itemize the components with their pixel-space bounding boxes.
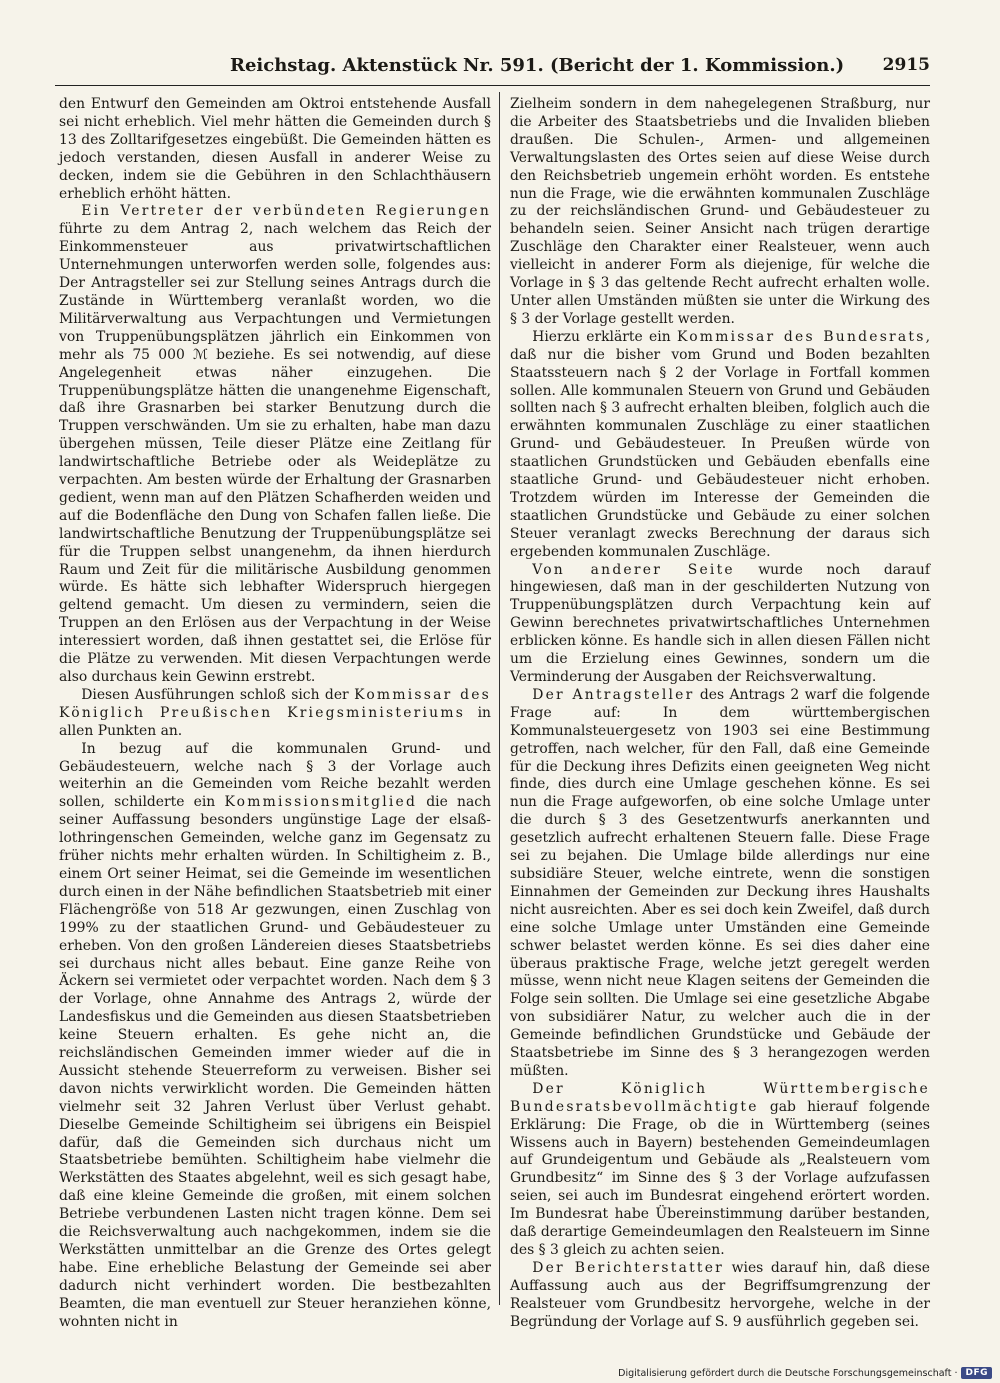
paragraph xyxy=(59,203,491,686)
paragraph-text: , daß nur die bisher vom Grund und Boden bezahlten Staatssteuern nach § 2 der Vorlage in Fortfall kommen sollen. Alle kommunalen Steuern von Grund und Gebäuden sollten nach § 3 aufrecht erhalten bleiben, folglich auch die erwähnten kommunalen Zuschläge zu einer staatlichen Grund- und Gebäudesteuer. In Preußen würde von staatlichen Grundstücken und Gebäuden ebenfalls eine staatliche Grund- und Gebäudesteuer nicht erhoben. Trotzdem würden im Interesse der Gemeinden die staatlichen Grundstücke und Gebäude zu einer solchen Steuer veranlagt zwecks Berechnung der daraus sich ergebenden kommunalen Zuschläge. xyxy=(510,328,930,560)
paragraph xyxy=(510,1260,930,1332)
spaced-emphasis: Der Antragsteller xyxy=(532,686,695,703)
column-divider xyxy=(499,92,500,1305)
paragraph-text: führte zu dem Antrag 2, nach welchem das Reich der Einkommensteuer aus privatwirtschaftlichen Unternehmungen unterworfen werden solle, folgendes aus: Der Antragsteller sei zur Stellung seines Antrags durch die Zustände in Württemberg veranlaßt worden, wo die Militärverwaltung aus Verpachtungen und Vermietungen von Truppenübungsplätzen jährlich ein Einkommen von mehr als 75 000 ℳ beziehe. Es sei notwendig, auf diese Angelegenheit etwas näher einzugehen. Die Truppenübungsplätze hätten die unangenehme Eigenschaft, daß ihre Grasnarben bei starker Benutzung durch die Truppen verschwänden. Um sie zu erhalten, habe man dazu übergehen müssen, Teile dieser Plätze eine Zeitlang für landwirtschaftliche Betriebe oder als Weideplätze zu verpachten. Am besten würde der Erhaltung der Grasnarben gedient, wenn man auf den Plätzen Schafherden weiden und auf die Bodenfläche den Dung von Schafen fallen ließe. Die landwirtschaftliche Benutzung der Truppenübungsplätze sei für die Truppen selbst unangenehm, da ihnen hierdurch Raum und Zeit für die militärische Ausbildung genommen würde. Es hätte sich lebhafter Widerspruch hiergegen geltend gemacht. Um diesen zu vermindern, seien die Truppen an den Erlösen aus der Verpachtung in der Weise interessiert worden, daß ihnen gestattet sei, die Erlöse für die Plätze zu verwenden. Mit diesen Verpachtungen werde also durchaus kein Gewinn erstrebt. xyxy=(59,221,491,685)
paragraph-text: den Entwurf den Gemeinden am Oktroi entstehende Ausfall sei nicht erheblich. Viel mehr hätten die Gemeinden durch § 13 des Zolltarifgesetzes eingebüßt. Die Gemeinden hätten es jedoch verstanden, diesen Ausfall in anderer Weise zu decken, indem sie die Gebühren in den Schlachthäusern erheblich erhöht hätten. xyxy=(59,96,491,202)
paragraph xyxy=(510,329,930,562)
paragraph xyxy=(510,96,930,329)
spaced-emphasis: Von anderer Seite xyxy=(532,561,735,578)
paragraph-text: wurde noch darauf hingewiesen, daß man in der geschilderten Nutzung von Truppenübungsplätzen durch Verpachtung kein auf Gewinn berechnetes privatwirtschaftliches Unternehmen erblicken könne. Es handle sich in allen diesen Fällen nicht um die Erzielung eines Gewinnes, sondern um die Verminderung der Ausgaben der Reichsverwaltung. xyxy=(510,561,930,685)
dfg-logo: DFG xyxy=(961,1367,992,1379)
spaced-emphasis: Kommissar des Bundesrats xyxy=(676,328,926,345)
paragraph-text: des Antrags 2 warf die folgende Frage auf: In dem württembergischen Kommunalsteuergesetz von 1903 sei eine Bestimmung getroffen, nach welcher, für den Fall, daß eine Gemeinde für die Deckung ihres Defizits einen geeigneten Weg nicht finde, dies durch eine Umlage geschehen könne. Es sei nun die Frage aufgeworfen, ob eine solche Umlage unter die durch § 3 des Gesetzentwurfs anerkannten und gesetzlich aufrecht erhaltenen Steuern falle. Diese Frage sei zu bejahen. Die Umlage bilde allerdings nur eine subsidiäre Steuer, welche eintrete, wenn die sonstigen Einnahmen der Gemeinden zur Deckung ihres Haushalts nicht ausreichten. Aber es sei doch kein Zweifel, daß durch eine solche Umlage unter Umständen eine Gemeinde schwer belastet werden könne. Es sei dies daher eine überaus praktische Frage, welche jetzt geregelt werden müsse, wenn nicht neue Klagen seitens der Gemeinden die Folge sein sollten. Die Umlage sei eine gesetzliche Abgabe von subsidiärer Natur, zu welcher auch die in der Gemeinde befindlichen Grundstücke und Gebäude der Staatsbetriebe im Sinne des § 3 herangezogen werden müßten. xyxy=(510,686,930,1079)
spaced-emphasis: Ein Vertreter der verbündeten Regierungen xyxy=(81,203,491,220)
left-column xyxy=(59,96,492,1330)
paragraph xyxy=(510,687,930,1081)
digitization-credit xyxy=(618,1365,992,1381)
spaced-emphasis: Der Berichterstatter xyxy=(532,1259,725,1276)
spaced-emphasis: Der Königlich Württembergische Bundesratsbevollmächtigte xyxy=(510,1080,930,1115)
paragraph-text: wies darauf hin, daß diese Auffassung auch aus der Begriffsumgrenzung der Realsteuer vom Grundbesitz hervorgehe, welche in der Begründung der Vorlage auf S. 9 ausführlich gegeben sei. xyxy=(510,1259,930,1330)
paragraph xyxy=(510,562,930,687)
page-number: 2915 xyxy=(882,55,930,75)
paragraph-text: gab hierauf folgende Erklärung: Die Frage, ob die in Württemberg (seines Wissens auch in Bayern) bestehenden Gemeindeumlagen auf Grundeigentum und Gebäude als „Realsteuern vom Grundbesitz“ im Sinne des § 3 der Vorlage aufzufassen seien, sei auch im Bundesrat eingehend erörtert worden. Im Bundesrat habe Übereinstimmung darüber bestanden, daß derartige Gemeindeumlagen den Realsteuern im Sinne des § 3 gleich zu achten seien. xyxy=(510,1098,930,1258)
spaced-emphasis: Kommissar des Königlich Preußischen Kriegsministeriums xyxy=(59,686,492,721)
right-column xyxy=(510,96,930,1330)
paragraph-text: Diesen Ausführungen schloß sich der xyxy=(81,686,355,703)
paragraph-text: die nach seiner Auffassung besonders ungünstige Lage der elsaß-lothringenschen Gemeinden, welche ganz im Gegensatz zu früher nichts mehr erhalten würden. In Schiltigheim z. B., einem Ort seiner Heimat, sei die Gemeinde im wesentlichen durch einen in der Nähe befindlichen Staatsbetrieb mit einer Flächengröße von 518 Ar gezwungen, einen Zuschlag von 199% zu der staatlichen Grund- und Gebäudesteuer zu erheben. Von den großen Ländereien dieses Staatsbetriebs sei durchaus nicht alles bebaut. Eine ganze Reihe von Äckern sei vermietet oder verpachtet worden. Nach dem § 3 der Vorlage, ohne Annahme des Antrags 2, würde der Landesfiskus und die Gemeinden aus diesen Staatsbetrieben keine Steuern erhalten. Es gehe nicht an, die reichsländischen Gemeinden immer wieder auf die in Aussicht stehende Steuerreform zu verweisen. Bisher sei davon nichts verwirklicht worden. Die Gemeinden hätten vielmehr seit 32 Jahren Verlust über Verlust gehabt. Dieselbe Gemeinde Schiltigheim sei übrigens ein Beispiel dafür, daß die Gemeinden sich durchaus nicht um Staatsbetriebe bemühten. Schiltigheim habe vielmehr die Werkstätten des Staates abgelehnt, weil es sich gesagt habe, daß eine kleine Gemeinde die großen, mit einem solchen Betriebe verbundenen Lasten nicht tragen könne. Dem sei die Reichsverwaltung auch nachgekommen, indem sie die Werkstätten unmittelbar an die Grenze des Ortes gelegt habe. Eine erhebliche Belastung der Gemeinde sei aber dadurch nicht verhindert worden. Die bestbezahlten Beamten, die man eventuell zur Steuer heranziehen könne, wohnten nicht in xyxy=(59,794,491,1330)
paragraph-text: Hierzu erklärte ein xyxy=(532,328,677,345)
running-title: Reichstag. Aktenstück Nr. 591. (Bericht der 1. Kommission.) xyxy=(230,55,845,76)
paragraph xyxy=(510,1081,930,1260)
paragraph xyxy=(59,741,491,1332)
paragraph-text: Zielheim sondern in dem nahegelegenen Straßburg, nur die Arbeiter des Staatsbetriebs und die Invaliden blieben draußen. Die Schulen-, Armen- und allgemeinen Verwaltungslasten des Ortes seien auf diese Weise durch den Reichsbetrieb ungemein erhöht worden. Es entstehe nun die Frage, wie die erwähnten kommunalen Zuschläge zu der reichsländischen Grund- und Gebäudesteuer zu behandeln seien. Seiner Ansicht nach trügen derartige Zuschläge den Charakter einer Realsteuer, wenn auch vielleicht in anderer Form als diejenige, für welche die Vorlage in § 3 das geltende Recht aufrecht erhalten wolle. Unter allen Umständen müßten sie unter die Wirkung des § 3 der Vorlage gestellt werden. xyxy=(510,96,930,327)
paragraph xyxy=(59,687,491,741)
paragraph xyxy=(59,96,491,203)
paragraph-text: In bezug auf die kommunalen Grund- und Gebäudesteuern, welche nach § 3 der Vorlage auch weiterhin an die Gemeinden vom Reiche bezahlt werden sollen, schilderte ein xyxy=(59,740,491,811)
header-rule xyxy=(55,85,930,86)
spaced-emphasis: Kommissionsmitglied xyxy=(224,794,418,811)
page-header xyxy=(55,55,930,83)
paragraph-text: in allen Punkten an. xyxy=(59,704,491,739)
credit-text: Digitalisierung gefördert durch die Deutsche Forschungsgemeinschaft · xyxy=(618,1367,958,1379)
